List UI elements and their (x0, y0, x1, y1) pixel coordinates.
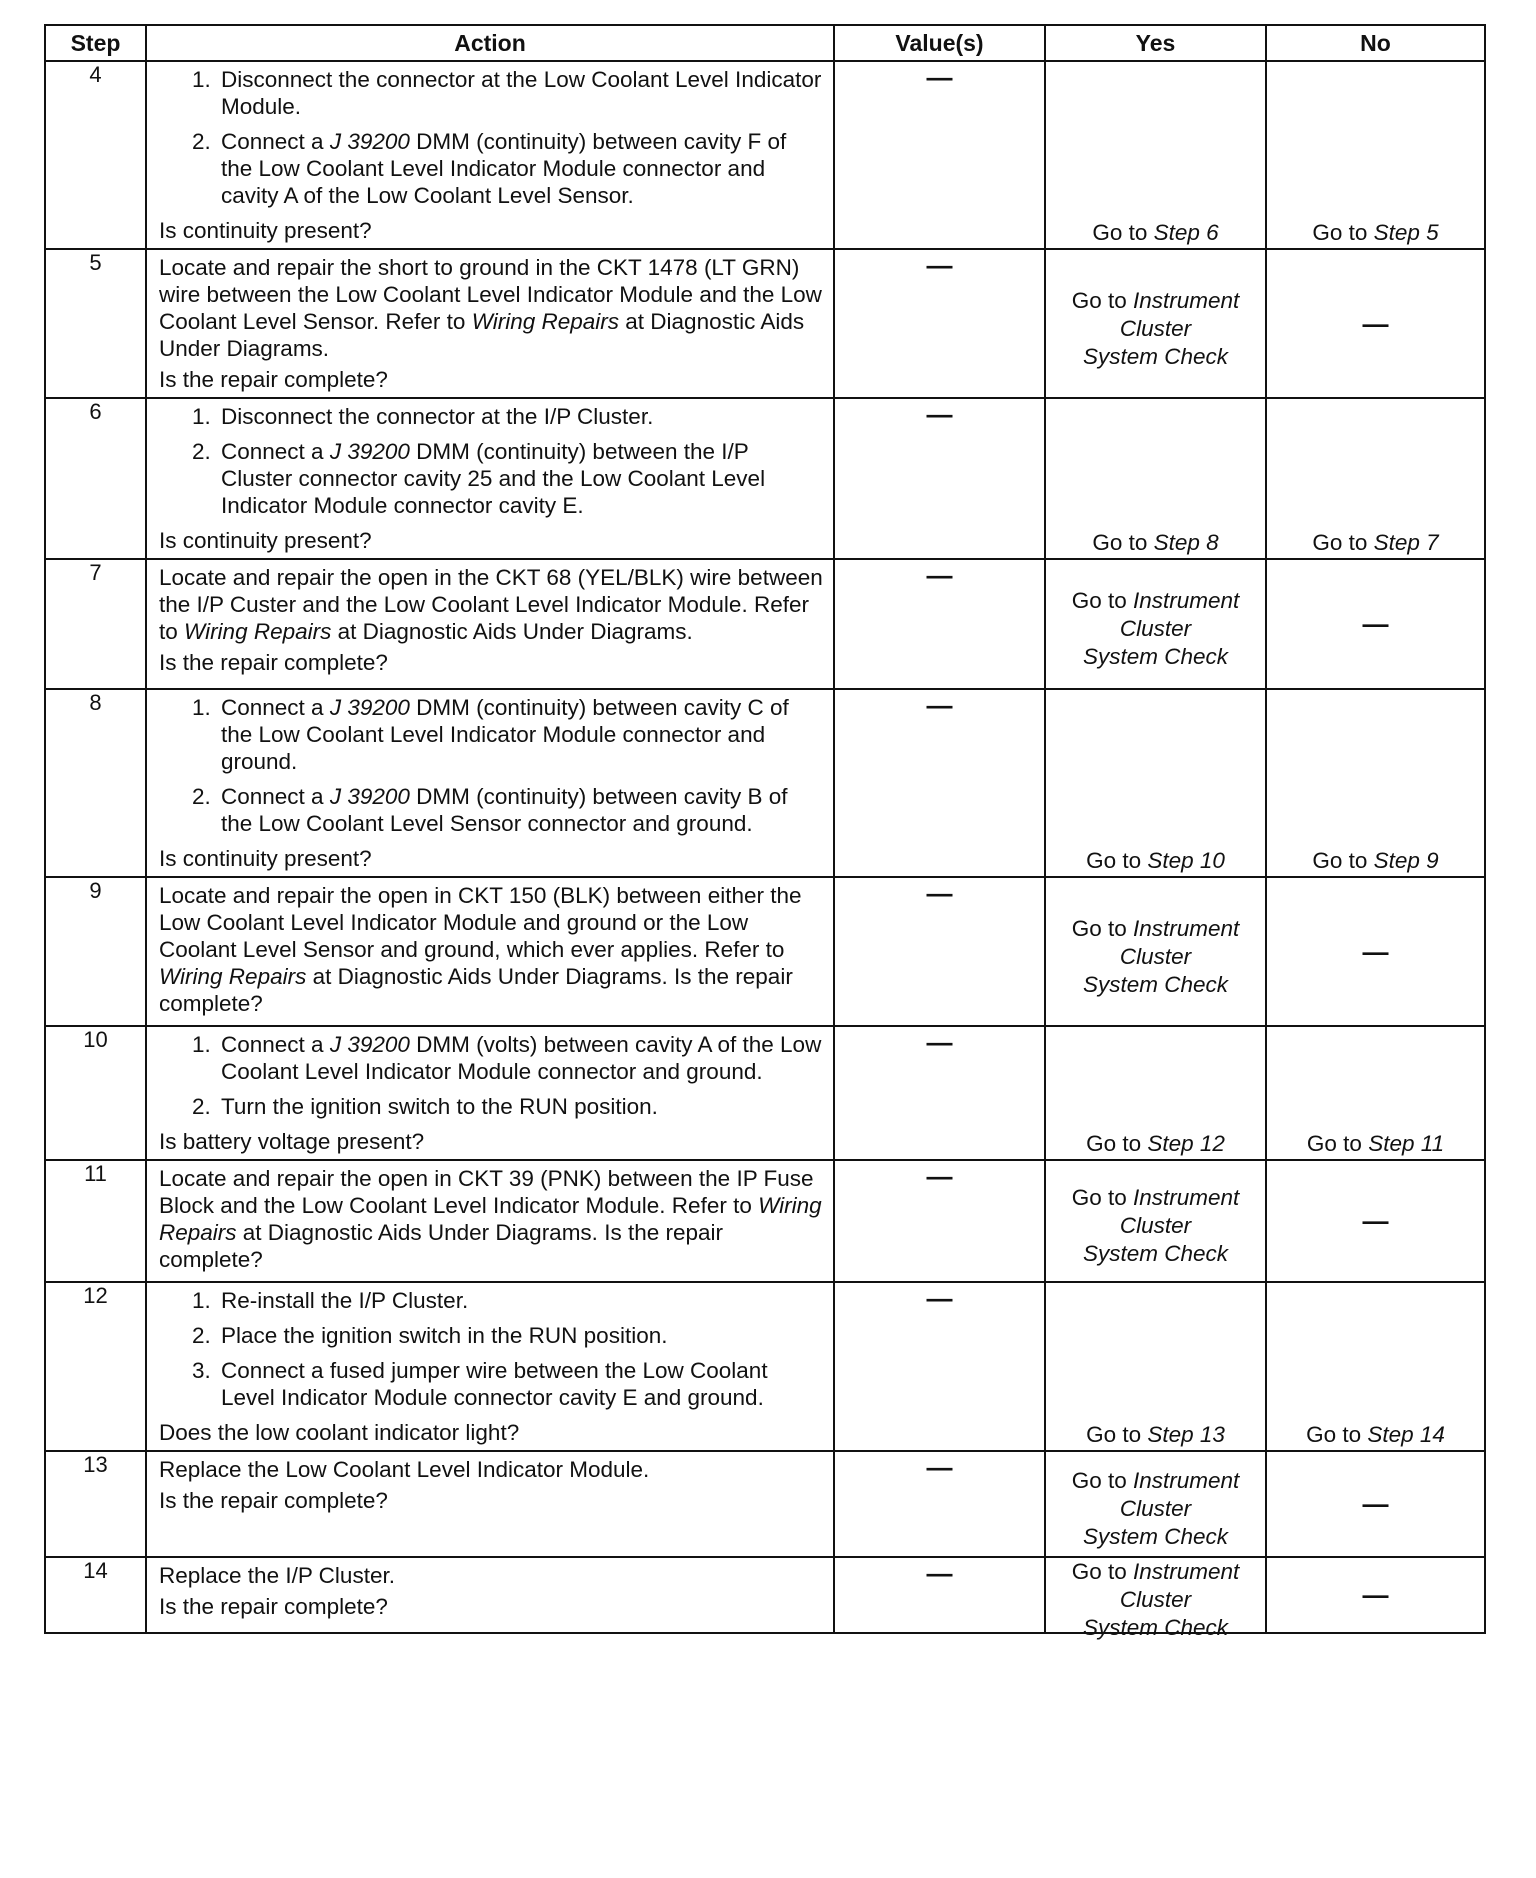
no-cell (1266, 877, 1485, 1026)
header-row (45, 25, 1485, 61)
header-action: Action (146, 25, 834, 61)
table-row (45, 559, 1485, 689)
goto-text: Go to Step 6 (1092, 220, 1219, 245)
goto-target: Step 7 (1373, 530, 1439, 555)
action-content (147, 62, 833, 248)
goto-target: Step 6 (1153, 220, 1219, 245)
no-dash: — (1362, 936, 1389, 966)
action-question: Is continuity present? (159, 528, 372, 553)
yes-cell (1045, 1282, 1266, 1451)
action-content (147, 1161, 833, 1281)
goto-line: Cluster (1119, 616, 1192, 642)
no-cell (1266, 1160, 1485, 1282)
goto-line: Go to Instrument (1071, 1185, 1240, 1211)
header-yes: Yes (1045, 25, 1266, 61)
value-cell: — (834, 1451, 1045, 1557)
action-cell (146, 1557, 834, 1633)
header-no: No (1266, 25, 1485, 61)
action-steps-list (159, 403, 823, 519)
diagnostic-table-container (44, 24, 1484, 1641)
action-content (147, 1283, 833, 1450)
yes-cell (1045, 398, 1266, 559)
action-step: 1. Disconnect the connector at the I/P Cluster. (217, 403, 823, 430)
action-steps-list (159, 1287, 823, 1411)
goto-line: Cluster (1119, 1587, 1192, 1613)
step-number: 11 (45, 1160, 146, 1282)
action-content (147, 1558, 833, 1624)
goto-text: Go to Step 5 (1312, 220, 1439, 245)
goto-target: Step 12 (1147, 1131, 1225, 1156)
goto-line: System Check (1082, 343, 1229, 369)
goto-line: Go to Instrument (1071, 588, 1240, 614)
action-step: 2. Connect a J 39200 DMM (continuity) between cavity F of the Low Coolant Level Indicator Module connector and cavity A of the Low Coolant Level Sensor. (217, 128, 823, 209)
action-question: Is battery voltage present? (159, 1129, 425, 1154)
yes-cell (1045, 249, 1266, 398)
action-step: 1. Disconnect the connector at the Low Coolant Level Indicator Module. (217, 66, 823, 120)
action-cell (146, 877, 834, 1026)
step-number: 7 (45, 559, 146, 689)
yes-cell (1045, 1026, 1266, 1160)
action-steps-list (159, 694, 823, 837)
goto-line: Cluster (1119, 315, 1192, 341)
table-row (45, 1451, 1485, 1557)
goto-line: Go to Instrument (1071, 1468, 1240, 1494)
goto-text: Go to Step 10 (1086, 848, 1225, 873)
action-question: Is the repair complete? (159, 1488, 388, 1513)
value-cell: — (834, 398, 1045, 559)
action-step: 1. Connect a J 39200 DMM (continuity) between cavity C of the Low Coolant Level Indicator Module connector and ground. (217, 694, 823, 775)
action-text: Locate and repair the open in CKT 39 (PNK) between the IP Fuse Block and the Low Coolant Level Indicator Module. Refer to Wiring Repairs at Diagnostic Aids Under Diagrams. Is the repair complete? (159, 1166, 822, 1272)
action-question: Is the repair complete? (159, 1594, 388, 1619)
action-content (147, 250, 833, 397)
goto-target: Step 13 (1147, 1422, 1225, 1447)
action-cell (146, 1282, 834, 1451)
no-cell (1266, 689, 1485, 877)
action-question: Is the repair complete? (159, 650, 388, 675)
action-step: 3. Connect a fused jumper wire between the Low Coolant Level Indicator Module connector cavity E and ground. (217, 1357, 823, 1411)
goto-target: Step 14 (1367, 1422, 1445, 1447)
no-cell (1266, 398, 1485, 559)
step-number: 13 (45, 1451, 146, 1557)
table-row (45, 398, 1485, 559)
action-steps-list (159, 1031, 823, 1120)
value-cell: — (834, 61, 1045, 249)
yes-cell (1045, 61, 1266, 249)
step-number: 8 (45, 689, 146, 877)
value-cell: — (834, 559, 1045, 689)
goto-target: Step 8 (1153, 530, 1219, 555)
action-text: Replace the I/P Cluster. (159, 1563, 395, 1588)
goto-line: Go to Instrument (1071, 287, 1240, 313)
table-row (45, 61, 1485, 249)
step-number: 10 (45, 1026, 146, 1160)
goto-instrument-cluster (1046, 1558, 1265, 1642)
step-number: 4 (45, 61, 146, 249)
action-steps-list (159, 66, 823, 209)
header-values: Value(s) (834, 25, 1045, 61)
action-text: Locate and repair the open in CKT 150 (BLK) between either the Low Coolant Level Indicator Module and ground or the Low Coolant Level Sensor and ground, which ever applies. Refer to Wiring Repairs at Diagnostic Aids Under Diagrams. Is the repair complete? (159, 883, 802, 1016)
value-cell: — (834, 1026, 1045, 1160)
goto-line: System Check (1082, 1241, 1229, 1267)
table-row (45, 1557, 1485, 1633)
goto-line: System Check (1082, 1524, 1229, 1550)
no-dash: — (1362, 1579, 1389, 1610)
goto-text: Go to Step 7 (1312, 530, 1439, 555)
value-cell: — (834, 249, 1045, 398)
action-step: 2. Turn the ignition switch to the RUN position. (217, 1093, 823, 1120)
goto-line: Cluster (1119, 943, 1192, 969)
goto-line: System Check (1082, 971, 1229, 997)
header-step: Step (45, 25, 146, 61)
value-cell: — (834, 877, 1045, 1026)
no-cell (1266, 559, 1485, 689)
value-cell: — (834, 1557, 1045, 1633)
table-row (45, 1026, 1485, 1160)
yes-cell (1045, 1557, 1266, 1641)
goto-instrument-cluster (1046, 915, 1265, 999)
action-content (147, 1027, 833, 1159)
no-cell (1266, 1026, 1485, 1160)
action-cell (146, 1026, 834, 1160)
no-dash: — (1362, 308, 1389, 338)
goto-target: Step 5 (1373, 220, 1439, 245)
step-number: 14 (45, 1557, 146, 1633)
step-number: 6 (45, 398, 146, 559)
no-dash: — (1362, 608, 1389, 639)
goto-line: Cluster (1119, 1213, 1192, 1239)
action-question: Is continuity present? (159, 218, 372, 243)
goto-line: Cluster (1119, 1496, 1192, 1522)
value-cell: — (834, 1282, 1045, 1451)
action-cell (146, 249, 834, 398)
action-content (147, 1452, 833, 1518)
action-content (147, 690, 833, 876)
action-text: Replace the Low Coolant Level Indicator Module. (159, 1457, 650, 1482)
no-cell (1266, 1282, 1485, 1451)
action-question: Is the repair complete? (159, 367, 388, 392)
yes-cell (1045, 1160, 1266, 1282)
action-content (147, 560, 833, 680)
goto-line: Go to Instrument (1071, 915, 1240, 941)
no-dash: — (1362, 1488, 1389, 1519)
no-cell (1266, 249, 1485, 398)
action-cell (146, 1160, 834, 1282)
goto-text: Go to Step 14 (1306, 1422, 1445, 1447)
action-text: Locate and repair the open in the CKT 68 (YEL/BLK) wire between the I/P Custer and the Low Coolant Level Indicator Module. Refer to Wiring Repairs at Diagnostic Aids Under Diagrams. (159, 565, 823, 644)
goto-instrument-cluster (1046, 587, 1265, 671)
yes-cell (1045, 689, 1266, 877)
goto-target: Step 10 (1147, 848, 1225, 873)
table-row (45, 689, 1485, 877)
table-row (45, 877, 1485, 1026)
no-cell (1266, 61, 1485, 249)
goto-text: Go to Step 11 (1306, 1131, 1445, 1156)
goto-instrument-cluster (1046, 1184, 1265, 1268)
action-content (147, 878, 833, 1025)
action-question: Is continuity present? (159, 846, 372, 871)
goto-line: Go to Instrument (1071, 1559, 1240, 1585)
action-cell (146, 559, 834, 689)
step-number: 5 (45, 249, 146, 398)
table-row (45, 1282, 1485, 1451)
step-number: 9 (45, 877, 146, 1026)
action-step: 1. Re-install the I/P Cluster. (217, 1287, 823, 1314)
goto-instrument-cluster (1046, 287, 1265, 371)
yes-cell (1045, 877, 1266, 1026)
goto-text: Go to Step 12 (1086, 1131, 1225, 1156)
no-cell (1266, 1451, 1485, 1557)
table-row (45, 1160, 1485, 1282)
goto-instrument-cluster (1046, 1467, 1265, 1551)
goto-text: Go to Step 8 (1092, 530, 1219, 555)
goto-target: Step 9 (1373, 848, 1439, 873)
yes-cell (1045, 1451, 1266, 1557)
action-text: Locate and repair the short to ground in the CKT 1478 (LT GRN) wire between the Low Coolant Level Indicator Module and the Low Coolant Level Sensor. Refer to Wiring Repairs at Diagnostic Aids Under Diagrams. (159, 255, 822, 361)
action-step: 2. Connect a J 39200 DMM (continuity) between cavity B of the Low Coolant Level Sensor connector and ground. (217, 783, 823, 837)
no-dash: — (1362, 1205, 1389, 1236)
action-question: Does the low coolant indicator light? (159, 1420, 520, 1445)
value-cell: — (834, 689, 1045, 877)
action-content (147, 399, 833, 558)
goto-line: System Check (1082, 644, 1229, 670)
yes-cell (1045, 559, 1266, 689)
no-cell (1266, 1557, 1485, 1633)
goto-line: System Check (1082, 1615, 1229, 1641)
action-step: 1. Connect a J 39200 DMM (volts) between cavity A of the Low Coolant Level Indicator Module connector and ground. (217, 1031, 823, 1085)
step-number: 12 (45, 1282, 146, 1451)
action-step: 2. Connect a J 39200 DMM (continuity) between the I/P Cluster connector cavity 25 and the Low Coolant Level Indicator Module connector cavity E. (217, 438, 823, 519)
action-cell (146, 689, 834, 877)
action-cell (146, 61, 834, 249)
action-cell (146, 1451, 834, 1557)
goto-text: Go to Step 9 (1312, 848, 1439, 873)
diagnostic-table (44, 24, 1486, 1641)
action-step: 2. Place the ignition switch in the RUN position. (217, 1322, 823, 1349)
goto-text: Go to Step 13 (1086, 1422, 1225, 1447)
goto-target: Step 11 (1368, 1131, 1445, 1156)
value-cell: — (834, 1160, 1045, 1282)
table-row (45, 249, 1485, 398)
action-cell (146, 398, 834, 559)
